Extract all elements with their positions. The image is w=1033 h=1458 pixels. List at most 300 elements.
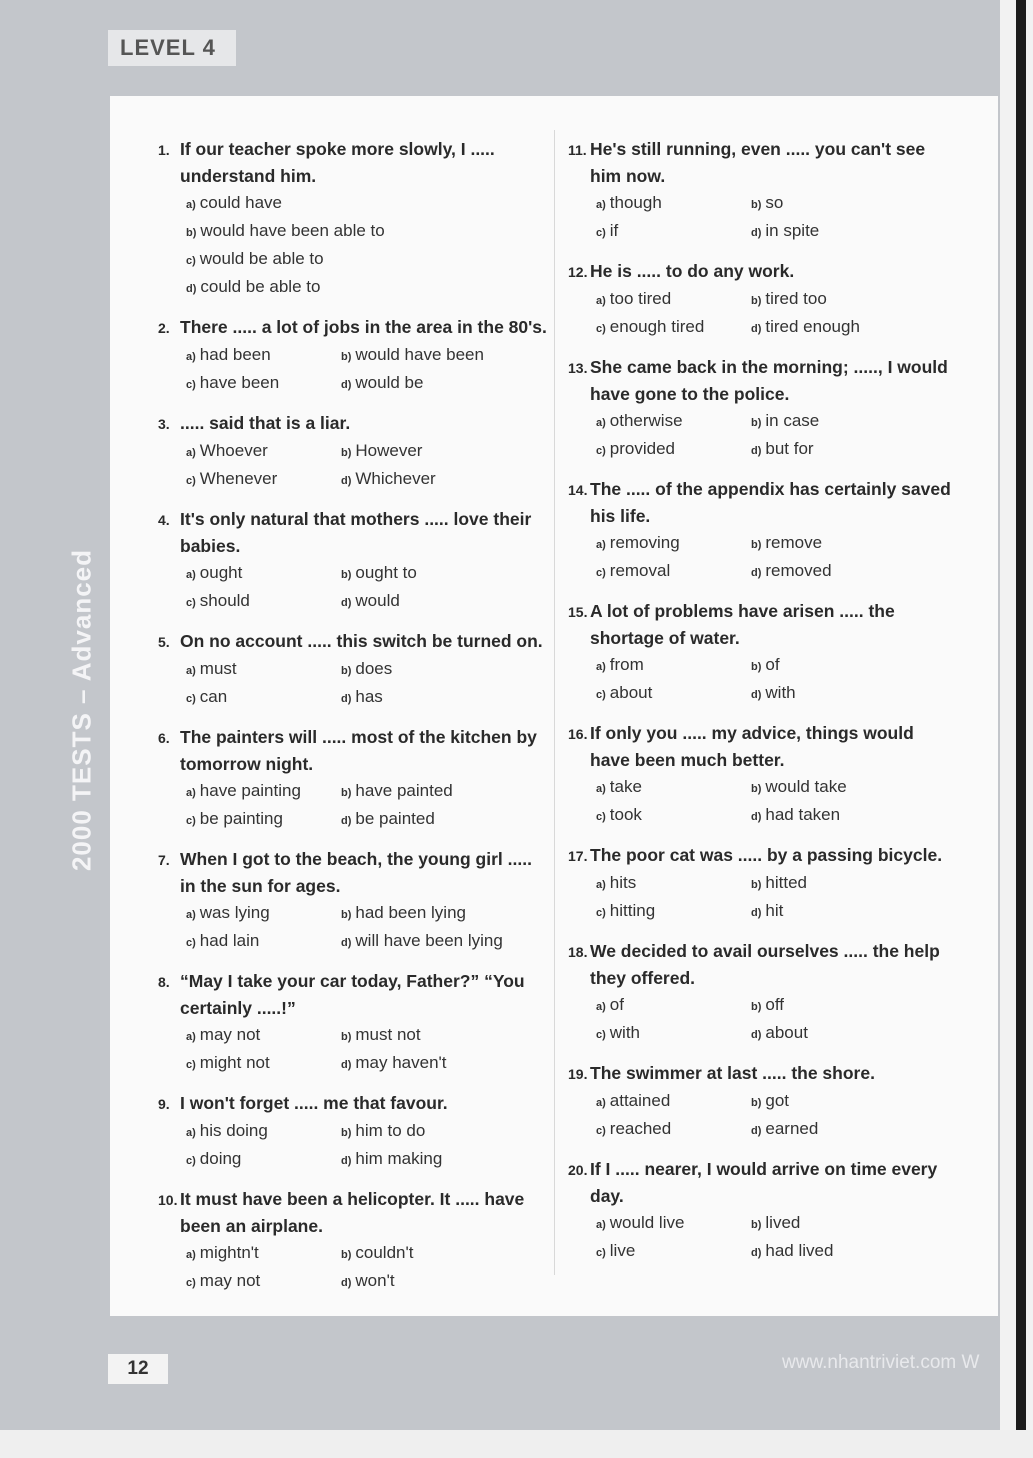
question-text-row	[568, 258, 958, 286]
answer-option	[596, 286, 751, 314]
option-text: has	[355, 687, 383, 706]
option-text: hitted	[765, 873, 807, 892]
question-text: The poor cat was ..... by a passing bicycle.	[590, 845, 943, 865]
option-letter: d)	[751, 1029, 762, 1041]
question-text: “May I take your car today, Father?” “You certainly .....!”	[180, 971, 525, 1018]
option-letter: d)	[341, 597, 352, 609]
option-text: could be able to	[200, 277, 321, 296]
answer-option	[596, 190, 751, 218]
option-text: would live	[609, 1213, 685, 1232]
option-letter: b)	[341, 909, 352, 921]
question-text: There ..... a lot of jobs in the area in the 80's.	[180, 317, 547, 337]
answer-options	[568, 774, 958, 830]
question-number: 1.	[158, 142, 170, 158]
option-text: may not	[199, 1271, 261, 1290]
option-text: can	[199, 687, 228, 706]
option-text: had been lying	[355, 903, 466, 922]
answer-options	[568, 992, 958, 1048]
question-number: 15.	[568, 604, 588, 620]
option-letter: c)	[596, 227, 606, 239]
option-letter: c)	[186, 1277, 196, 1289]
option-letter: c)	[186, 379, 196, 391]
option-letter: c)	[596, 811, 606, 823]
answer-options	[158, 900, 548, 956]
option-text: ought	[199, 563, 243, 582]
question-text-row	[158, 506, 548, 560]
option-text: must	[199, 659, 237, 678]
answer-options	[568, 190, 958, 246]
answer-option	[751, 802, 906, 830]
answer-option	[341, 684, 496, 712]
page-number: 12	[108, 1354, 168, 1384]
question-text: ..... said that is a liar.	[180, 413, 351, 433]
answer-option	[186, 370, 341, 398]
option-letter: d)	[341, 815, 352, 827]
option-text: ought to	[355, 563, 417, 582]
question-text: The swimmer at last ..... the shore.	[590, 1063, 875, 1083]
option-text: enough tired	[609, 317, 705, 336]
option-text: had been	[199, 345, 271, 364]
question-text: I won't forget ..... me that favour.	[180, 1093, 448, 1113]
option-letter: d)	[751, 811, 762, 823]
question-text: The painters will ..... most of the kitchen by tomorrow night.	[180, 727, 537, 774]
option-letter: d)	[751, 907, 762, 919]
option-letter: c)	[186, 1059, 196, 1071]
option-text: tired enough	[765, 317, 860, 336]
answer-option	[596, 1116, 751, 1144]
option-text: However	[355, 441, 423, 460]
question-text: If only you ..... my advice, things would have been much better.	[590, 723, 914, 770]
question-text: She came back in the morning; ....., I would have gone to the police.	[590, 357, 948, 404]
answer-option	[751, 1210, 906, 1238]
option-letter: d)	[751, 1125, 762, 1137]
option-text: in spite	[765, 221, 820, 240]
answer-option	[596, 408, 751, 436]
option-text: earned	[765, 1119, 819, 1138]
option-letter: c)	[596, 567, 606, 579]
option-letter: d)	[751, 567, 762, 579]
option-letter: a)	[186, 1249, 196, 1261]
option-letter: a)	[596, 1219, 606, 1231]
option-text: may not	[199, 1025, 261, 1044]
option-text: though	[609, 193, 662, 212]
option-letter: d)	[186, 283, 197, 295]
answer-option	[341, 438, 496, 466]
option-letter: d)	[341, 937, 352, 949]
option-letter: a)	[186, 351, 196, 363]
left-question-column	[158, 136, 548, 1308]
option-letter: b)	[751, 417, 762, 429]
answer-option	[751, 774, 906, 802]
binding-edge	[1016, 0, 1026, 1458]
option-text: won't	[355, 1271, 395, 1290]
answer-option	[186, 1050, 341, 1078]
option-letter: b)	[341, 351, 352, 363]
option-text: does	[355, 659, 393, 678]
option-text: Whenever	[199, 469, 278, 488]
option-text: provided	[609, 439, 675, 458]
question-text: The ..... of the appendix has certainly saved his life.	[590, 479, 951, 526]
option-text: have been	[199, 373, 280, 392]
answer-option	[751, 898, 906, 926]
question-number: 4.	[158, 512, 170, 528]
question-number: 10.	[158, 1192, 178, 1208]
option-text: him making	[355, 1149, 443, 1168]
page-edge-strip	[1000, 0, 1033, 1458]
question-item	[158, 968, 548, 1078]
answer-options	[158, 1022, 548, 1078]
question-text-row	[568, 1156, 958, 1210]
question-number: 7.	[158, 852, 170, 868]
option-text: have painted	[355, 781, 453, 800]
answer-options	[568, 408, 958, 464]
option-text: be painted	[355, 809, 435, 828]
option-text: would be able to	[199, 249, 324, 268]
answer-option	[186, 1022, 341, 1050]
question-number: 17.	[568, 848, 588, 864]
question-item	[158, 506, 548, 616]
question-text-row	[158, 724, 548, 778]
question-item	[568, 938, 958, 1048]
option-letter: c)	[596, 445, 606, 457]
answer-option	[341, 656, 496, 684]
answer-option	[341, 928, 503, 956]
question-item	[158, 1090, 548, 1174]
option-text: would	[355, 591, 400, 610]
question-text-row	[158, 628, 548, 656]
answer-option	[751, 870, 906, 898]
answer-option	[186, 466, 341, 494]
option-text: removal	[609, 561, 671, 580]
question-item	[568, 354, 958, 464]
question-item	[568, 136, 958, 246]
answer-options	[158, 560, 548, 616]
option-letter: a)	[596, 417, 606, 429]
option-letter: d)	[751, 1247, 762, 1259]
option-text: Whoever	[199, 441, 268, 460]
question-text-row	[158, 1090, 548, 1118]
option-letter: d)	[341, 1059, 352, 1071]
option-letter: b)	[341, 447, 352, 459]
answer-option	[751, 530, 906, 558]
question-text: It's only natural that mothers ..... love their babies.	[180, 509, 532, 556]
answer-option	[186, 560, 341, 588]
answer-option	[596, 1088, 751, 1116]
option-letter: b)	[751, 539, 762, 551]
answer-option	[186, 218, 486, 246]
option-letter: c)	[186, 597, 196, 609]
option-text: in case	[765, 411, 820, 430]
option-letter: b)	[751, 661, 762, 673]
option-text: removed	[765, 561, 832, 580]
answer-option	[751, 286, 906, 314]
question-item	[158, 724, 548, 834]
answer-option	[186, 684, 341, 712]
question-text: On no account ..... this switch be turned on.	[180, 631, 543, 651]
option-text: tired too	[765, 289, 827, 308]
question-text: A lot of problems have arisen ..... the shortage of water.	[590, 601, 895, 648]
option-text: about	[609, 683, 653, 702]
answer-option	[751, 218, 906, 246]
question-item	[158, 410, 548, 494]
option-text: could have	[199, 193, 283, 212]
answer-option	[341, 466, 496, 494]
question-text-row	[568, 938, 958, 992]
answer-option	[751, 1088, 906, 1116]
answer-options	[158, 778, 548, 834]
answer-option	[341, 1050, 496, 1078]
option-text: should	[199, 591, 250, 610]
option-text: be painting	[199, 809, 283, 828]
answer-option	[751, 680, 906, 708]
option-letter: b)	[341, 787, 352, 799]
option-text: mightn't	[199, 1243, 259, 1262]
question-number: 5.	[158, 634, 170, 650]
question-number: 16.	[568, 726, 588, 742]
option-text: reached	[609, 1119, 672, 1138]
answer-option	[751, 992, 906, 1020]
option-text: hitting	[609, 901, 656, 920]
answer-option	[186, 438, 341, 466]
answer-option	[186, 190, 486, 218]
option-text: would take	[765, 777, 847, 796]
answer-option	[341, 342, 496, 370]
question-item	[568, 1156, 958, 1266]
option-letter: b)	[186, 227, 197, 239]
answer-option	[341, 1022, 496, 1050]
option-text: have painting	[199, 781, 301, 800]
option-letter: c)	[596, 907, 606, 919]
option-text: off	[765, 995, 784, 1014]
answer-option	[341, 560, 496, 588]
option-letter: a)	[596, 539, 606, 551]
answer-option	[596, 436, 751, 464]
question-item	[568, 598, 958, 708]
option-text: would be	[355, 373, 424, 392]
answer-option	[751, 1238, 906, 1266]
option-text: would have been able to	[200, 221, 385, 240]
answer-option	[186, 806, 341, 834]
option-letter: a)	[596, 1097, 606, 1109]
question-item	[158, 628, 548, 712]
question-text-row	[158, 968, 548, 1022]
option-letter: a)	[186, 909, 196, 921]
answer-option	[751, 558, 906, 586]
answer-option	[596, 870, 751, 898]
question-text: When I got to the beach, the young girl ..... in the sun for ages.	[180, 849, 532, 896]
option-letter: a)	[186, 447, 196, 459]
answer-option	[751, 314, 906, 342]
question-number: 13.	[568, 360, 588, 376]
option-letter: c)	[186, 255, 196, 267]
question-item	[568, 258, 958, 342]
option-text: attained	[609, 1091, 671, 1110]
question-number: 14.	[568, 482, 588, 498]
question-text: He is ..... to do any work.	[590, 261, 795, 281]
option-text: if	[609, 221, 619, 240]
book-side-title: 2000 TESTS – Advanced	[66, 548, 97, 872]
option-text: so	[765, 193, 784, 212]
answer-options	[568, 530, 958, 586]
answer-options	[568, 870, 958, 926]
question-item	[158, 136, 548, 302]
answer-option	[186, 246, 486, 274]
question-text-row	[568, 476, 958, 530]
option-text: couldn't	[355, 1243, 414, 1262]
answer-option	[341, 1268, 496, 1296]
answer-options	[158, 1240, 548, 1296]
answer-option	[341, 1146, 496, 1174]
option-letter: c)	[186, 475, 196, 487]
question-number: 8.	[158, 974, 170, 990]
answer-options	[568, 1210, 958, 1266]
answer-option	[596, 898, 751, 926]
question-item	[158, 846, 548, 956]
option-letter: b)	[751, 783, 762, 795]
answer-options	[568, 652, 958, 708]
option-letter: c)	[596, 689, 606, 701]
option-text: from	[609, 655, 644, 674]
answer-option	[596, 802, 751, 830]
answer-option	[596, 314, 751, 342]
option-letter: b)	[341, 665, 352, 677]
option-letter: a)	[596, 199, 606, 211]
option-text: lived	[765, 1213, 801, 1232]
answer-option	[186, 900, 341, 928]
question-number: 12.	[568, 264, 588, 280]
question-item	[158, 1186, 548, 1296]
option-letter: a)	[186, 569, 196, 581]
answer-option	[596, 1020, 751, 1048]
answer-option	[341, 900, 496, 928]
option-text: had taken	[765, 805, 841, 824]
option-letter: a)	[596, 1001, 606, 1013]
question-number: 6.	[158, 730, 170, 746]
answer-option	[596, 1238, 751, 1266]
question-text-row	[568, 720, 958, 774]
option-text: take	[609, 777, 642, 796]
question-text: It must have been a helicopter. It ..... have been an airplane.	[180, 1189, 525, 1236]
option-letter: b)	[751, 295, 762, 307]
option-text: hits	[609, 873, 637, 892]
option-text: otherwise	[609, 411, 683, 430]
question-text: We decided to avail ourselves ..... the help they offered.	[590, 941, 940, 988]
question-text: He's still running, even ..... you can't see him now.	[590, 139, 926, 186]
question-item	[568, 842, 958, 926]
question-item	[158, 314, 548, 398]
option-letter: a)	[186, 787, 196, 799]
answer-options	[158, 342, 548, 398]
answer-options	[158, 190, 548, 302]
option-text: had lain	[199, 931, 260, 950]
option-letter: c)	[186, 693, 196, 705]
question-text-row	[568, 842, 958, 870]
option-text: was lying	[199, 903, 270, 922]
answer-option	[751, 190, 906, 218]
question-text-row	[158, 846, 548, 900]
option-letter: a)	[596, 783, 606, 795]
answer-option	[186, 1146, 341, 1174]
answer-option	[596, 680, 751, 708]
answer-option	[596, 774, 751, 802]
option-text: would have been	[355, 345, 484, 364]
option-letter: b)	[751, 879, 762, 891]
question-text-row	[158, 1186, 548, 1240]
option-text: his doing	[199, 1121, 268, 1140]
answer-option	[186, 928, 341, 956]
option-text: too tired	[609, 289, 672, 308]
question-text-row	[568, 1060, 958, 1088]
option-text: took	[609, 805, 642, 824]
option-letter: b)	[341, 1031, 352, 1043]
answer-option	[751, 1020, 906, 1048]
answer-options	[158, 656, 548, 712]
question-text-row	[158, 136, 548, 190]
option-letter: c)	[186, 937, 196, 949]
answer-option	[186, 778, 341, 806]
question-number: 11.	[568, 142, 587, 158]
option-letter: d)	[751, 445, 762, 457]
answer-option	[186, 274, 486, 302]
option-letter: d)	[751, 227, 762, 239]
question-item	[568, 476, 958, 586]
question-number: 2.	[158, 320, 170, 336]
right-question-column	[568, 136, 958, 1278]
question-number: 3.	[158, 416, 170, 432]
answer-option	[186, 656, 341, 684]
option-text: remove	[765, 533, 823, 552]
option-text: had lived	[765, 1241, 834, 1260]
option-text: may haven't	[355, 1053, 447, 1072]
option-letter: a)	[186, 1127, 196, 1139]
question-item	[568, 720, 958, 830]
answer-option	[186, 1268, 341, 1296]
answer-option	[596, 992, 751, 1020]
option-letter: a)	[186, 665, 196, 677]
answer-option	[341, 370, 496, 398]
answer-option	[751, 1116, 906, 1144]
option-letter: d)	[341, 379, 352, 391]
option-text: will have been lying	[355, 931, 503, 950]
question-text-row	[568, 136, 958, 190]
level-heading: LEVEL 4	[108, 30, 236, 66]
question-number: 18.	[568, 944, 588, 960]
option-text: about	[765, 1023, 808, 1042]
option-letter: b)	[341, 569, 352, 581]
answer-options	[568, 286, 958, 342]
answer-option	[751, 436, 906, 464]
option-letter: c)	[596, 1247, 606, 1259]
question-text-row	[158, 314, 548, 342]
option-letter: d)	[341, 693, 352, 705]
option-letter: b)	[341, 1127, 352, 1139]
option-letter: c)	[186, 815, 196, 827]
answer-option	[186, 342, 341, 370]
option-text: of	[765, 655, 780, 674]
answer-option	[596, 530, 751, 558]
question-number: 9.	[158, 1096, 170, 1112]
option-text: must not	[355, 1025, 421, 1044]
answer-option	[596, 218, 751, 246]
option-text: with	[609, 1023, 641, 1042]
option-letter: c)	[596, 1029, 606, 1041]
bottom-margin	[0, 1430, 1033, 1458]
option-letter: b)	[341, 1249, 352, 1261]
answer-options	[158, 1118, 548, 1174]
website-text: www.nhantriviet.com	[782, 1352, 957, 1373]
question-text-row	[568, 598, 958, 652]
option-letter: b)	[751, 1097, 762, 1109]
